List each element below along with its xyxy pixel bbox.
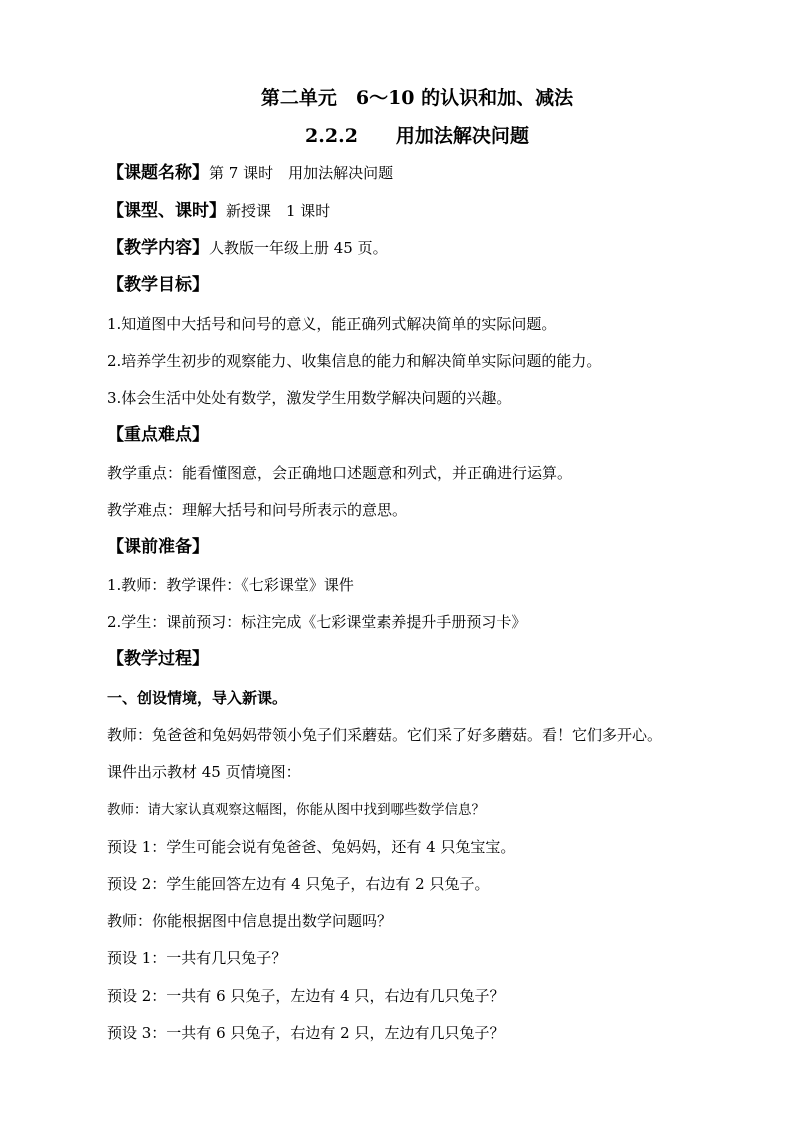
goals-heading: 【教学目标】	[107, 275, 209, 295]
meta-value: 第 7 课时 用加法解决问题	[209, 164, 394, 182]
meta-course-type	[107, 200, 747, 222]
prep-item: 1.教师：教学课件：《七彩课堂》课件	[107, 576, 354, 594]
process-line: 预设 2：学生能回答左边有 4 只兔子，右边有 2 只兔子。	[107, 875, 490, 893]
goal-item: 1.知道图中大括号和问号的意义，能正确列式解决简单的实际问题。	[107, 315, 557, 333]
meta-label: 【教学内容】	[107, 238, 209, 258]
lesson-title: 2.2.2 用加法解决问题	[305, 125, 529, 147]
meta-label: 【课型、课时】	[107, 201, 226, 221]
process-line: 预设 2：一共有 6 只兔子，左边有 4 只，右边有几只兔子？	[107, 987, 505, 1005]
goal-item: 2.培养学生初步的观察能力、收集信息的能力和解决简单实际问题的能力。	[107, 352, 602, 370]
process-line: 预设 1：学生可能会说有兔爸爸、兔妈妈，还有 4 只兔宝宝。	[107, 838, 516, 856]
process-line: 教师：你能根据图中信息提出数学问题吗？	[107, 912, 393, 930]
key-point: 教学难点：理解大括号和问号所表示的意思。	[107, 501, 408, 519]
meta-course-content	[107, 237, 747, 259]
prep-heading: 【课前准备】	[107, 537, 209, 557]
process-step-title: 一、创设情境，导入新课。	[107, 689, 288, 707]
process-line: 教师：兔爸爸和兔妈妈带领小兔子们采蘑菇。它们采了好多蘑菇。看！它们多开心。	[107, 726, 663, 744]
key-heading: 【重点难点】	[107, 425, 209, 445]
process-line: 预设 3：一共有 6 只兔子，右边有 2 只，左边有几只兔子？	[107, 1024, 505, 1042]
process-line: 课件出示教材 45 页情境图：	[107, 763, 301, 781]
meta-course-name	[107, 162, 747, 184]
meta-value: 人教版一年级上册 45 页。	[209, 239, 388, 257]
unit-title: 第二单元 6～10 的认识和加、减法	[260, 87, 574, 109]
process-line: 预设 1：一共有几只兔子？	[107, 949, 287, 967]
prep-item: 2.学生：课前预习：标注完成《七彩课堂素养提升手册预习卡》	[107, 613, 527, 631]
goal-item: 3.体会生活中处处有数学，激发学生用数学解决问题的兴趣。	[107, 389, 512, 407]
process-line: 教师：请大家认真观察这幅图，你能从图中找到哪些数学信息？	[107, 802, 485, 818]
process-heading: 【教学过程】	[107, 649, 209, 669]
meta-label: 【课题名称】	[107, 163, 209, 183]
key-point: 教学重点：能看懂图意，会正确地口述题意和列式，并正确进行运算。	[107, 464, 573, 482]
meta-value: 新授课 1 课时	[226, 202, 331, 220]
